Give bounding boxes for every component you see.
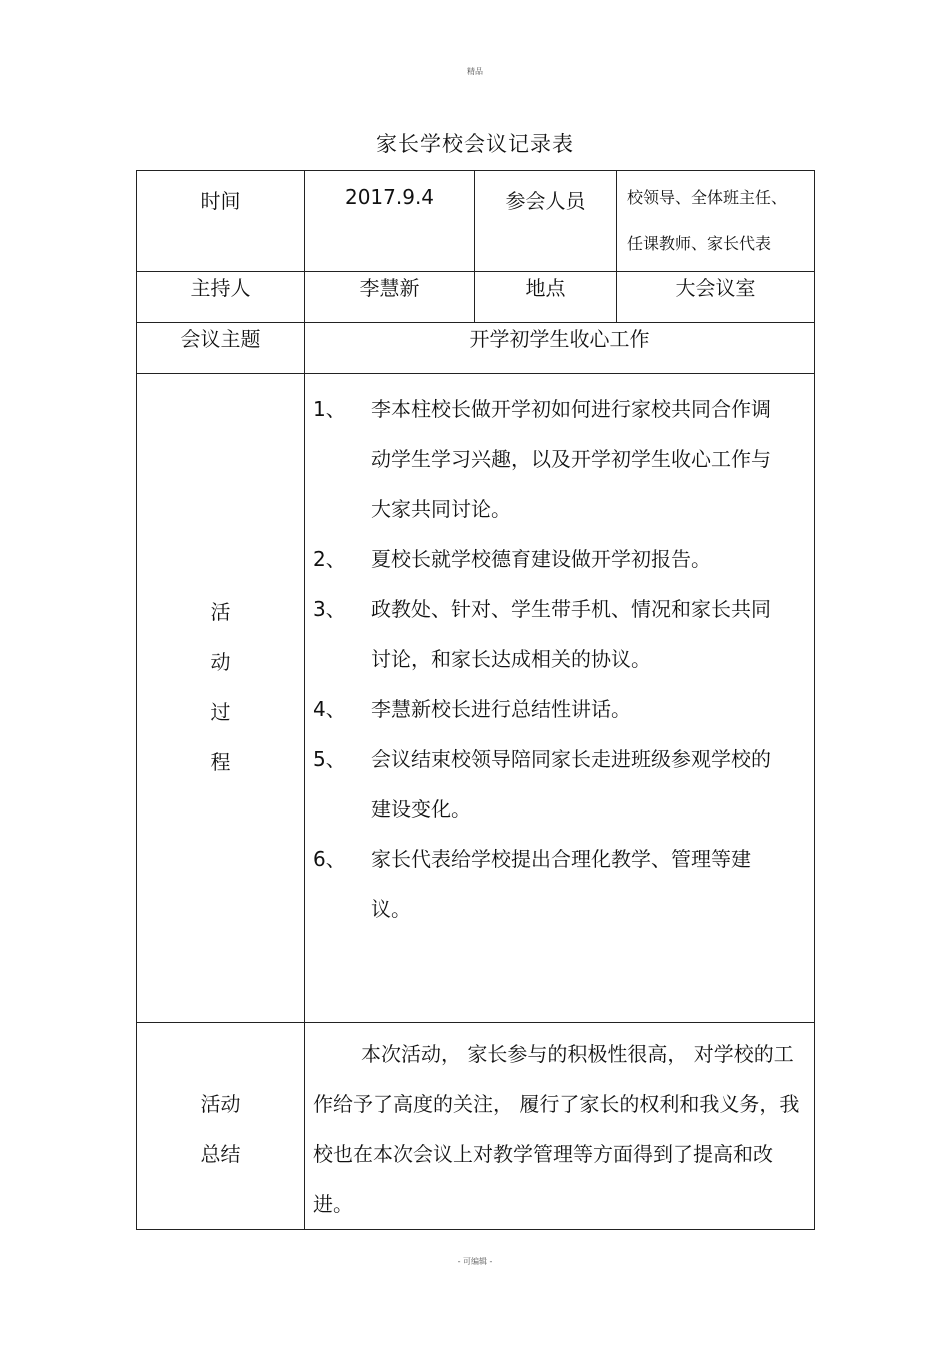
summary-label-line: 活动 [200, 1092, 241, 1116]
table-row [137, 1023, 815, 1230]
participants-value [617, 171, 814, 267]
item-number: 5、 [313, 747, 346, 771]
summary-label-line: 总结 [200, 1142, 241, 1166]
item-text: 政教处、针对、学生带手机、情况和家长共同讨论，和家长达成相关的协议。 [371, 597, 771, 671]
time-label-cell [137, 171, 305, 272]
item-number: 4、 [313, 697, 346, 721]
item-text: 李慧新校长进行总结性讲话。 [371, 697, 631, 721]
process-list [305, 374, 814, 934]
item-text: 家长代表给学校提出合理化教学、管理等建议。 [371, 847, 751, 921]
meeting-record-table [136, 170, 815, 1230]
item-number: 1、 [313, 397, 346, 421]
table-row [137, 374, 815, 1023]
summary-text: 本次活动， 家长参与的积极性很高， 对学校的工作给予了高度的关注， 履行了家长的权利和我义务，我校也在本次会议上对教学管理等方面得到了提高和改进。 [313, 1042, 800, 1216]
time-value-cell [305, 171, 475, 272]
list-item [305, 384, 814, 534]
summary-label-cell [137, 1023, 305, 1230]
participants-label-cell [475, 171, 617, 272]
list-item [305, 534, 814, 584]
host-label: 主持人 [137, 272, 305, 323]
item-text: 会议结束校领导陪同家长走进班级参观学校的建设变化。 [371, 747, 771, 821]
process-label [137, 374, 304, 787]
item-number: 3、 [313, 597, 346, 621]
table-row [137, 323, 815, 374]
item-text: 李本柱校长做开学初如何进行家校共同合作调动学生学习兴趣，以及开学初学生收心工作与大家共同讨论。 [371, 397, 771, 521]
process-label-cell [137, 374, 305, 1023]
list-item [305, 734, 814, 834]
participants-value-cell [617, 171, 815, 272]
topic-label: 会议主题 [137, 323, 305, 374]
table-row [137, 272, 815, 323]
place-value: 大会议室 [617, 272, 815, 323]
table-row [137, 171, 815, 272]
document-title: 家长学校会议记录表 [376, 132, 574, 156]
participants-line: 任课教师、家长代表 [627, 234, 772, 253]
participants-line: 校领导、全体班主任、 [627, 188, 788, 207]
place-label: 地点 [475, 272, 617, 323]
list-item [305, 684, 814, 734]
host-value: 李慧新 [305, 272, 475, 323]
item-text: 夏校长就学校德育建设做开学初报告。 [371, 547, 711, 571]
item-number: 6、 [313, 847, 346, 871]
process-label-char: 活 [210, 600, 231, 624]
summary-content-cell [305, 1023, 815, 1230]
participants-label: 参会人员 [505, 189, 586, 213]
process-content-cell [305, 374, 815, 1023]
list-item [305, 584, 814, 684]
process-label-char: 动 [210, 650, 231, 674]
time-label: 时间 [200, 189, 241, 213]
list-item [305, 834, 814, 934]
topic-value: 开学初学生收心工作 [305, 323, 815, 374]
footer-watermark: - 可编辑 - [457, 1257, 493, 1266]
header-watermark: 精品 [467, 67, 483, 76]
time-value: 2017.9.4 [344, 185, 435, 209]
item-number: 2、 [313, 547, 346, 571]
process-label-char: 程 [210, 750, 231, 774]
summary-label [137, 1023, 304, 1179]
process-label-char: 过 [210, 700, 231, 724]
